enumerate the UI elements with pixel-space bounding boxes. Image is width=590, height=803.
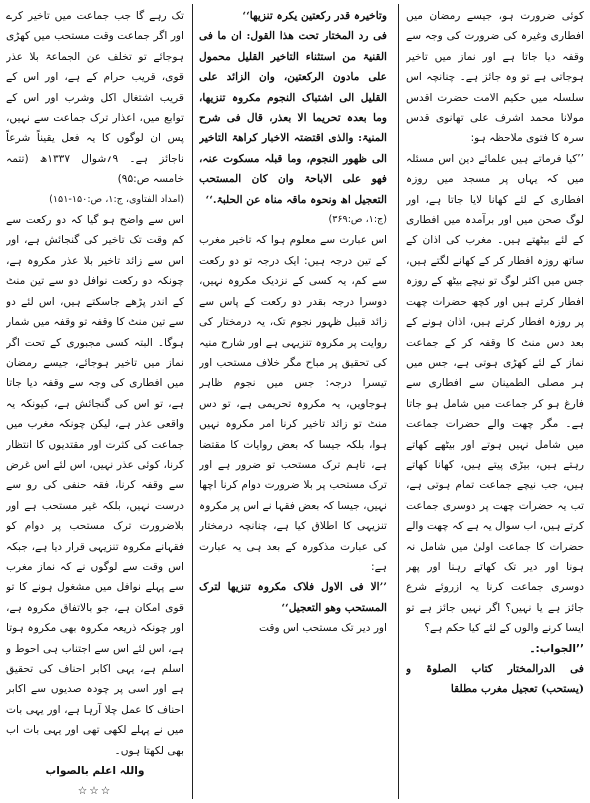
arabic-citation: وتاخیرہ قدر رکعتین یکرہ تنزیھا‘‘ <box>242 10 387 22</box>
column-middle <box>199 6 387 797</box>
arabic-citation: فی رد المختار تحت ھذا القول: ان ما فی القنیۃ من استثناء التاخیر القلیل محمول علی مادون الرکعتین، وان الزائد علی القلیل الی اشتباک النجوم مکروہ تنزیھا، وما بعدہ تحریما الا بعذر، قال فی شرح المنیۃ: والذی اقتضتہ الاخبار کراھۃ التاخیر الی ظھور النجوم، وما قبلہ مسکوت عنہ، فھو علی الاباحۃ وان کان المستحب التعجیل اھ ونحوہ ماقہ مناہ عن الحلبۃ.‘‘ <box>199 30 387 206</box>
intro-paragraph: کوئی ضرورت ہو، جیسے رمضان میں افطاری وغیرہ کی ضرورت کی وجہ سے وقفہ دیا جاتا ہے اور نماز میں تاخیر ہوجاتی ہے تو وہ جائز ہے۔ چنانچہ اس سلسلہ میں حکیم الامت حضرت اقدس مولانا محمد اشرف علی تھانوی قدس سرہ کا فتوی ملاحظہ ہو: <box>406 10 584 145</box>
arabic-citation: فی الدرالمختار کتاب الصلوۃ و (یستحب) تعجیل مغرب مطلقا <box>406 663 584 696</box>
reference: (امداد الفتاوی، ج:۱، ص:۱۵۰-۱۵۱) <box>49 193 184 205</box>
answer-heading: ’’الجواب:۔ <box>529 642 584 655</box>
body-paragraph: اور دیر تک مستحب اس وقت <box>259 622 387 635</box>
column-divider <box>192 4 193 799</box>
body-paragraph: اس عبارت سے معلوم ہوا کہ تاخیر مغرب کے تین درجہ ہیں: ایک درجہ تو دو رکعت سے کم، یہ کسی کے نزدیک مکروہ نہیں، دوسرا درجہ بقدر دو رکعت کے پاس سے زائد قبیل ظہور نجوم تک، یہ درمختار کی روایت پر مکروہ تنزیہی ہے اور شارح منیہ کی تحقیق پر مباح مگر خلاف مستحب اور تیسرا درجہ: جس میں نجوم ظاہر ہوجاویں، یہ مکروہ تحریمی ہے، تو دس منٹ تو زائد تاخیر کرنا امر مکروہ نہیں ہوا، بلکہ جیسا کہ بعض روایات کا مقتضا ہے، تاہم ترک مستحب تو ضرور ہے اور ترک مستحب پر بلا ضرورت دوام کرنا اچھا نہیں، جیسا کہ بعض فقہا نے اس پر مکروہ تنزیہی کا اطلاق کیا ہے، چنانچہ درمختار کی عبارت مذکورہ کے بعد ہی یہ عبارت ہے: <box>199 234 387 573</box>
arabic-citation: ’’الا فی الاول فلاک مکروہ تنزیھا لترک المستحب وھو التعجیل‘‘ <box>199 581 387 614</box>
reference: (ج:۱، ص:۳۶۹) <box>328 214 387 226</box>
fatwa-question: ’’کیا فرماتے ہیں علمائے دین اس مسئلہ میں کہ یہاں پر مسجد میں روزہ افطاری کے لئے کھانا لایا جاتا ہے، اور لوگ صحن میں اور برآمدہ میں افطاری کے لئے بیٹھتے ہیں۔ مغرب کی اذان کے ساتھ روزہ افطار کر کے کھانے لگتے ہیں، جس میں اکثر لوگ تو نیچے بیٹھ کے روزہ افطار کرتے ہیں اور کچھ حضرات چھت پر روزہ افطار کرتے ہیں، اذان ہونے کے بعد دس منٹ کا وقفہ کر کے جماعت نماز کے لئے کھڑی ہوتی ہے، جس میں ہر مصلی الطمینان سے افطاری سے فارغ ہو کر جماعت میں شامل ہو جاتا ہے۔ مگر چھت والے حضرات جماعت میں شامل نہیں ہوتے اور بیٹھے کھاتے رہتے ہیں، بیڑی پیتے ہیں، کھانا کھاتے ہیں، جب نیچے جماعت تمام ہوتی ہے، تب یہ حضرات چھت پر دوسری جماعت کرتے ہیں، اب سوال یہ ہے کہ چھت والے حضرات کا جماعت اولیٰ میں شامل نہ ہونا اور دیر تک کھاتے رہنا اور پھر دوسری جماعت کرنا یہ ازروئے شرع جائز ہے یا نہیں؟ اگر نہیں جائز ہے تو ایسا کرنے والوں کے لئے کیا حکم ہے؟ <box>406 152 584 635</box>
body-paragraph: تک رہے گا جب جماعت میں تاخیر کرے اور اگر جماعت وقت مستحب میں کھڑی ہوجائے تو تخلف عن الجماعۃ بلا عذر قوی، قریب حرام کے ہے، اور اس کے قریب اشتغال اکل وشرب اور اس کے توابع میں، اعذار ترک جماعت سے نہیں، پس ان لوگوں کا یہ فعل یقیناً شرعاً ناجائز ہے۔ ۹؍شوال ۱۳۳۷ھ (تتمہ خامسہ ص:۹۵) <box>6 10 184 186</box>
column-right <box>406 6 584 797</box>
end-stars: ☆☆☆ <box>77 785 113 797</box>
column-divider <box>398 4 399 799</box>
body-paragraph: اس سے واضح ہو گیا کہ دو رکعت سے کم وقت تک تاخیر کی گنجائش ہے، اور اس سے زائد تاخیر بلا عذر مکروہ ہے، چونکہ دو رکعت نوافل دو سے تین منٹ کے اندر پڑھے جاسکتے ہیں، اس لئے دو سے تین منٹ کا وقفہ تو وقفہ میں شمار ہوگا۔ البتہ کسی مجبوری کے تحت اگر نماز میں تاخیر ہوجائے، جیسے رمضان میں افطاری کی وجہ سے وقفہ دیا جاتا ہے، تو اس کی گنجائش ہے، کیونکہ یہ واقعی عذر ہے، لیکن چونکہ مغرب میں جماعت کی کثرت اور مقتدیوں کا انتظار کرنا، کوئی عذر نہیں، اس لئے اس غرض سے وقفہ کرنا، فقہ حنفی کی رو سے درست نہیں، بلکہ غیر مستحب ہے اور بلاضرورت ترک مستحب پر دوام کو فقہانے مکروہ تنزیہی قرار دیا ہے، جبکہ اس وقت سے لوگوں نے کہ نماز مغرب سے پہلے نوافل میں مشغول ہونے کا تو قوی امکان ہے، جو بالاتفاق مکروہ ہے، اور چونکہ ذریعہ مکروہ بھی مکروہ ہوتا ہے، اس لئے اس سے اجتناب ہی احوط و اسلم ہے، یہی اکابر احناف کی تحقیق ہے اور اسی پر چودہ صدیوں سے اکابر احناف کا عمل چلا آرہا ہے، اور یہی بات میں نے پہلے لکھی تھی اور یہی بات اب بھی لکھتا ہوں۔ <box>6 214 184 757</box>
closing-signoff: واللہ اعلم بالصواب <box>45 765 145 778</box>
column-left <box>6 6 184 797</box>
